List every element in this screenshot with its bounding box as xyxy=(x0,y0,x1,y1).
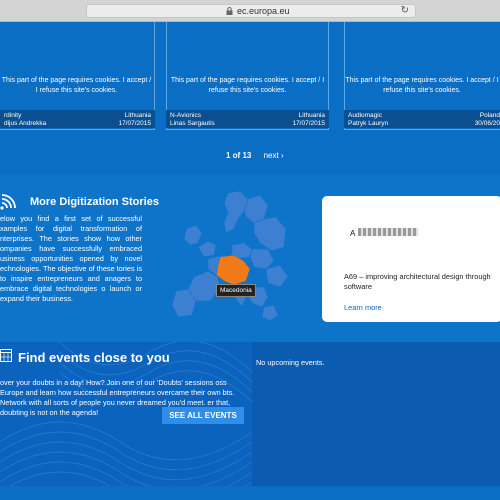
date: 30/06/20 xyxy=(474,120,500,127)
country: Lithuania xyxy=(124,112,151,119)
story-card[interactable] xyxy=(322,196,500,322)
europe-map[interactable] xyxy=(168,189,294,327)
page-info: 1 of 13 xyxy=(226,151,252,160)
bottom-strip xyxy=(0,486,500,500)
story-logo: A xyxy=(350,229,356,238)
url-text: ec.europa.eu xyxy=(237,6,290,16)
see-all-events-button[interactable]: SEE ALL EVENTS xyxy=(162,407,244,424)
digitization-stories-section xyxy=(0,174,500,342)
no-events-message: No upcoming events. xyxy=(256,358,325,367)
address-bar[interactable] xyxy=(86,4,416,18)
date: 17/07/2015 xyxy=(118,120,151,127)
pagination xyxy=(226,151,294,160)
reload-icon[interactable]: ↻ xyxy=(400,5,409,16)
person-name: dijus Andrekka xyxy=(4,120,47,127)
events-panel xyxy=(0,342,252,500)
events-title: Find events close to you xyxy=(18,350,170,365)
map-tooltip: Macedonia xyxy=(216,284,256,297)
map-highlight-region xyxy=(216,255,250,285)
card-footer xyxy=(0,110,155,128)
country: Lithuania xyxy=(298,112,325,119)
events-section xyxy=(0,342,500,500)
company-name: N-Avionics xyxy=(170,112,201,119)
person-name: Linas Sargautis xyxy=(170,120,215,127)
cookie-notice[interactable]: This part of the page requires cookies. I accept / I refuse this site's cookies. xyxy=(1,77,152,94)
calendar-icon xyxy=(0,348,12,362)
cookie-notice[interactable]: This part of the page requires cookies. I accept / I refuse this site's cookies. xyxy=(345,77,499,94)
lock-icon xyxy=(226,7,233,15)
company-name: Audiomagic xyxy=(348,112,382,119)
card-footer xyxy=(344,110,500,128)
country: Poland xyxy=(479,112,500,119)
date: 17/07/2015 xyxy=(292,120,325,127)
browser-toolbar xyxy=(0,0,500,22)
story-logo-graphic xyxy=(358,228,418,236)
learn-more-link[interactable]: Learn more xyxy=(344,303,382,312)
section-description: elow you find a first set of successful xamples for digital transformation of nterprises. The stories show how other ompanies have successfully embraced usiness opportunities opened by novel echnologies. The objective of these tories is to inspire entrepreneurs and anagers to embrace digital technologies o launch or expand their business. xyxy=(0,214,142,303)
section-title: More Digitization Stories xyxy=(30,196,159,208)
next-page-link[interactable]: next › xyxy=(263,151,284,160)
company-cards-section xyxy=(0,22,500,174)
events-description: over your doubts in a day! How? Join one of our 'Doubts' sessions oss Europe and learn how successful entrepreneurs overcame their own bts. Network with all sorts of people you never dreamed you'd meet. er that, doubting is not on the agenda! xyxy=(0,378,235,417)
wifi-icon xyxy=(0,194,16,210)
person-name: Patryk Lauryn xyxy=(348,120,389,127)
cookie-notice[interactable]: This part of the page requires cookies. I accept / I refuse this site's cookies. xyxy=(170,77,325,94)
story-title: A69 – improving architectural design through software xyxy=(344,272,491,291)
card-footer xyxy=(166,110,329,128)
company-name: rdinity xyxy=(4,112,22,119)
